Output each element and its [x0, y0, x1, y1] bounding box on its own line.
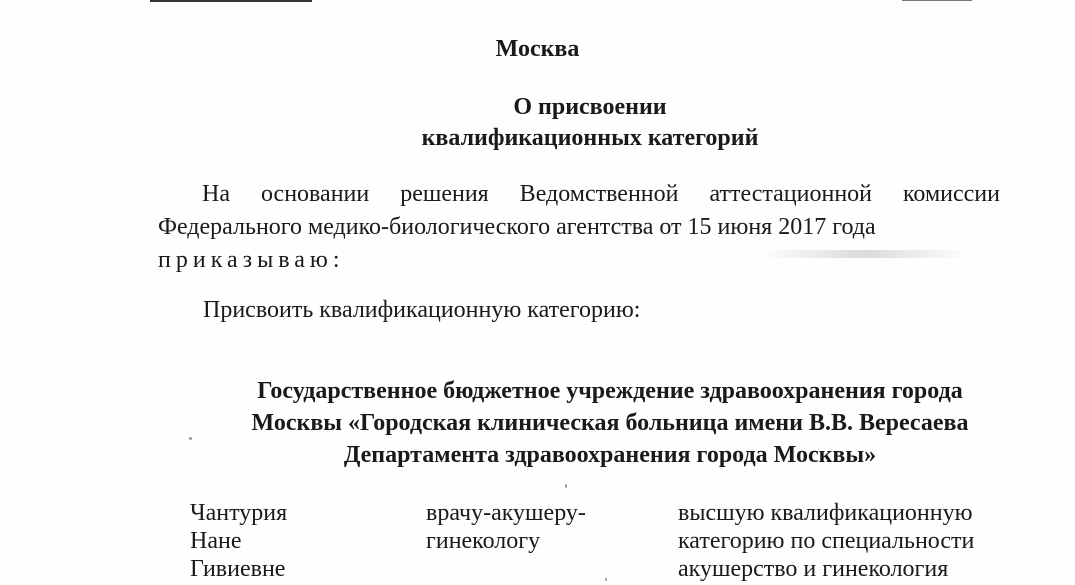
position-line-2: гинекологу [426, 528, 541, 554]
employee-patronymic: Гивиевне [190, 556, 286, 582]
assigned-category [678, 499, 974, 583]
category-line-1: высшую квалификационную [678, 500, 973, 526]
organization-name [140, 375, 1075, 471]
organization-line-2: Москвы «Городская клиническая больница имени В.В. Вересаева [251, 410, 969, 436]
scan-speck [189, 437, 192, 440]
organization-line-1: Государственное бюджетное учреждение здравоохранения города [257, 378, 963, 404]
scan-speck [605, 578, 607, 581]
scan-smudge [760, 250, 970, 258]
basis-line-2: Федерального медико-биологического агентства от 15 июня 2017 года [158, 214, 876, 240]
employee-first-name: Нане [190, 528, 242, 554]
organization-line-3: Департамента здравоохранения города Москвы» [343, 442, 877, 468]
top-left-rule [150, 0, 312, 2]
title-line-2: квалификационных категорий [421, 125, 759, 151]
assign-statement: Присвоить квалификационную категорию: [203, 297, 641, 323]
position-line-1: врачу-акушеру- [426, 500, 586, 526]
basis-line-1: На основании решения Ведомственной аттестационной комиссии [202, 181, 1000, 207]
employee-name [190, 499, 287, 583]
top-right-rule [902, 0, 972, 1]
category-line-2: категорию по специальности [678, 528, 975, 554]
category-line-3: акушерство и гинекология [678, 556, 949, 582]
scan-speck [565, 484, 567, 488]
employee-surname: Чантурия [190, 500, 288, 526]
employee-position [426, 499, 586, 555]
basis-paragraph [158, 178, 1000, 277]
city-heading: Москва [495, 36, 580, 62]
document-title [0, 92, 1075, 154]
title-line-1: О присвоении [513, 94, 667, 120]
order-word: приказываю: [158, 247, 345, 273]
